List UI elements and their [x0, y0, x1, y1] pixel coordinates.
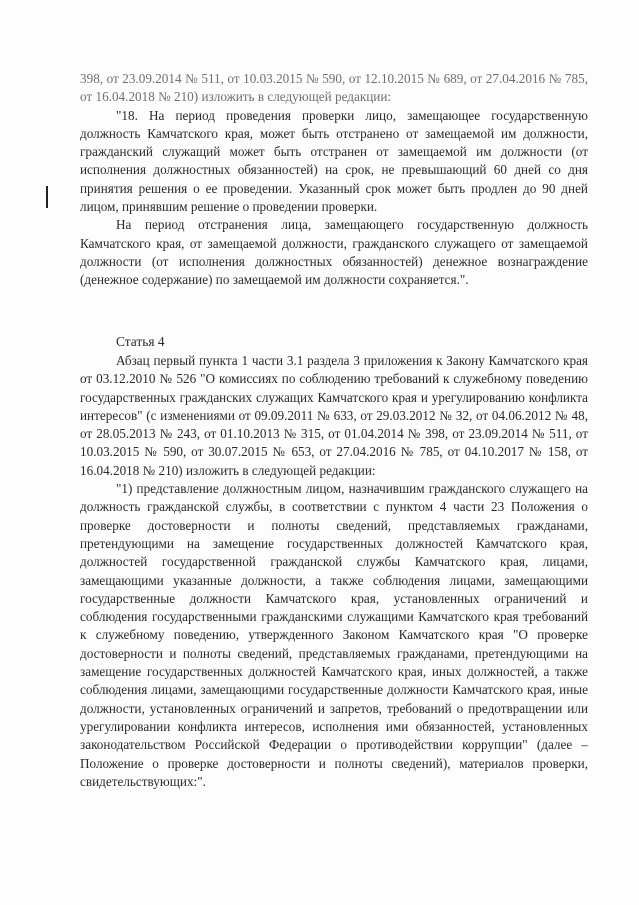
point-18-paragraph: "18. На период проведения проверки лицо, замещающее государственную должность Камчатского края, может быть отстранено от замещаемой им должности, гражданский служащий может быть отстранен от замещаемой им должности (от исполнения должностных обязанностей) на срок, не превышающий 60 дней со дня принятия решения о ее проведении. Указанный срок может быть продлен до 90 дней лицом, принявшим решение о проведении проверки.: [80, 107, 588, 215]
suspension-paragraph: На период отстранения лица, замещающего государственную должность Камчатского края, от замещаемой должности, гражданского служащего от замещаемой должности (от исполнения должностных обязанностей) денежное вознаграждение (денежное содержание) по замещаемой им должности сохраняется.".: [80, 217, 588, 288]
top-text-block: [80, 70, 588, 290]
article-intro-paragraph: Абзац первый пункта 1 части 3.1 раздела 3 приложения к Закону Камчатского края от 03.12.2010 № 526 "О комиссиях по соблюдению требований к служебному поведению государственных гражданских служащих Камчатского края и урегулированию конфликта интересов" (с изменениями от 09.09.2011 № 633, от 29.03.2012 № 32, от 04.06.2012 № 48, от 28.05.2013 № 243, от 01.10.2013 № 315, от 01.04.2014 № 398, от 23.09.2014 № 511, от 10.03.2015 № 590, от 30.07.2015 № 653, от 27.04.2016 № 785, от 04.10.2017 № 158, от 16.04.2018 № 210) изложить в следующей редакции:: [80, 353, 588, 478]
article-heading: Статья 4: [116, 334, 165, 349]
scan-artifact-mark: [46, 186, 48, 208]
article-point-1-paragraph: "1) представление должностным лицом, назначившим гражданского служащего на должность гражданской службы, в соответствии с пунктом 4 части 23 Положения о проверке достоверности и полноты сведений, представляемых гражданами, претендующими на замещение государственных должностей Камчатского края, должностей государственной гражданской службы Камчатского края, лицами, замещающими указанные должности, а также соблюдения лицами, замещающими государственные должности Камчатского края, установленных ограничений и соблюдения государственными гражданскими служащими Камчатского края требований к служебному поведению, утвержденного Законом Камчатского края "О проверке достоверности и полноты сведений, представляемых гражданами, претендующими на замещение государственных должностей Камчатского края, иных должностей, а также соблюдения лицами, замещающими государственные должности Камчатского края, иные должности, установленных ограничений и запретов, требований о предотвращении или урегулировании конфликта интересов, исполнения ими обязанностей, установленных законодательством Российской Федерации о противодействии коррупции" (далее – Положение о проверке достоверности и полноты сведений), материалов проверки, свидетельствующих:".: [80, 481, 588, 789]
article-text-block: [80, 352, 588, 791]
continuation-paragraph: 398, от 23.09.2014 № 511, от 10.03.2015 № 590, от 12.10.2015 № 689, от 27.04.2016 № 785, от 16.04.2018 № 210) изложить в следующей редакции:: [80, 71, 588, 105]
